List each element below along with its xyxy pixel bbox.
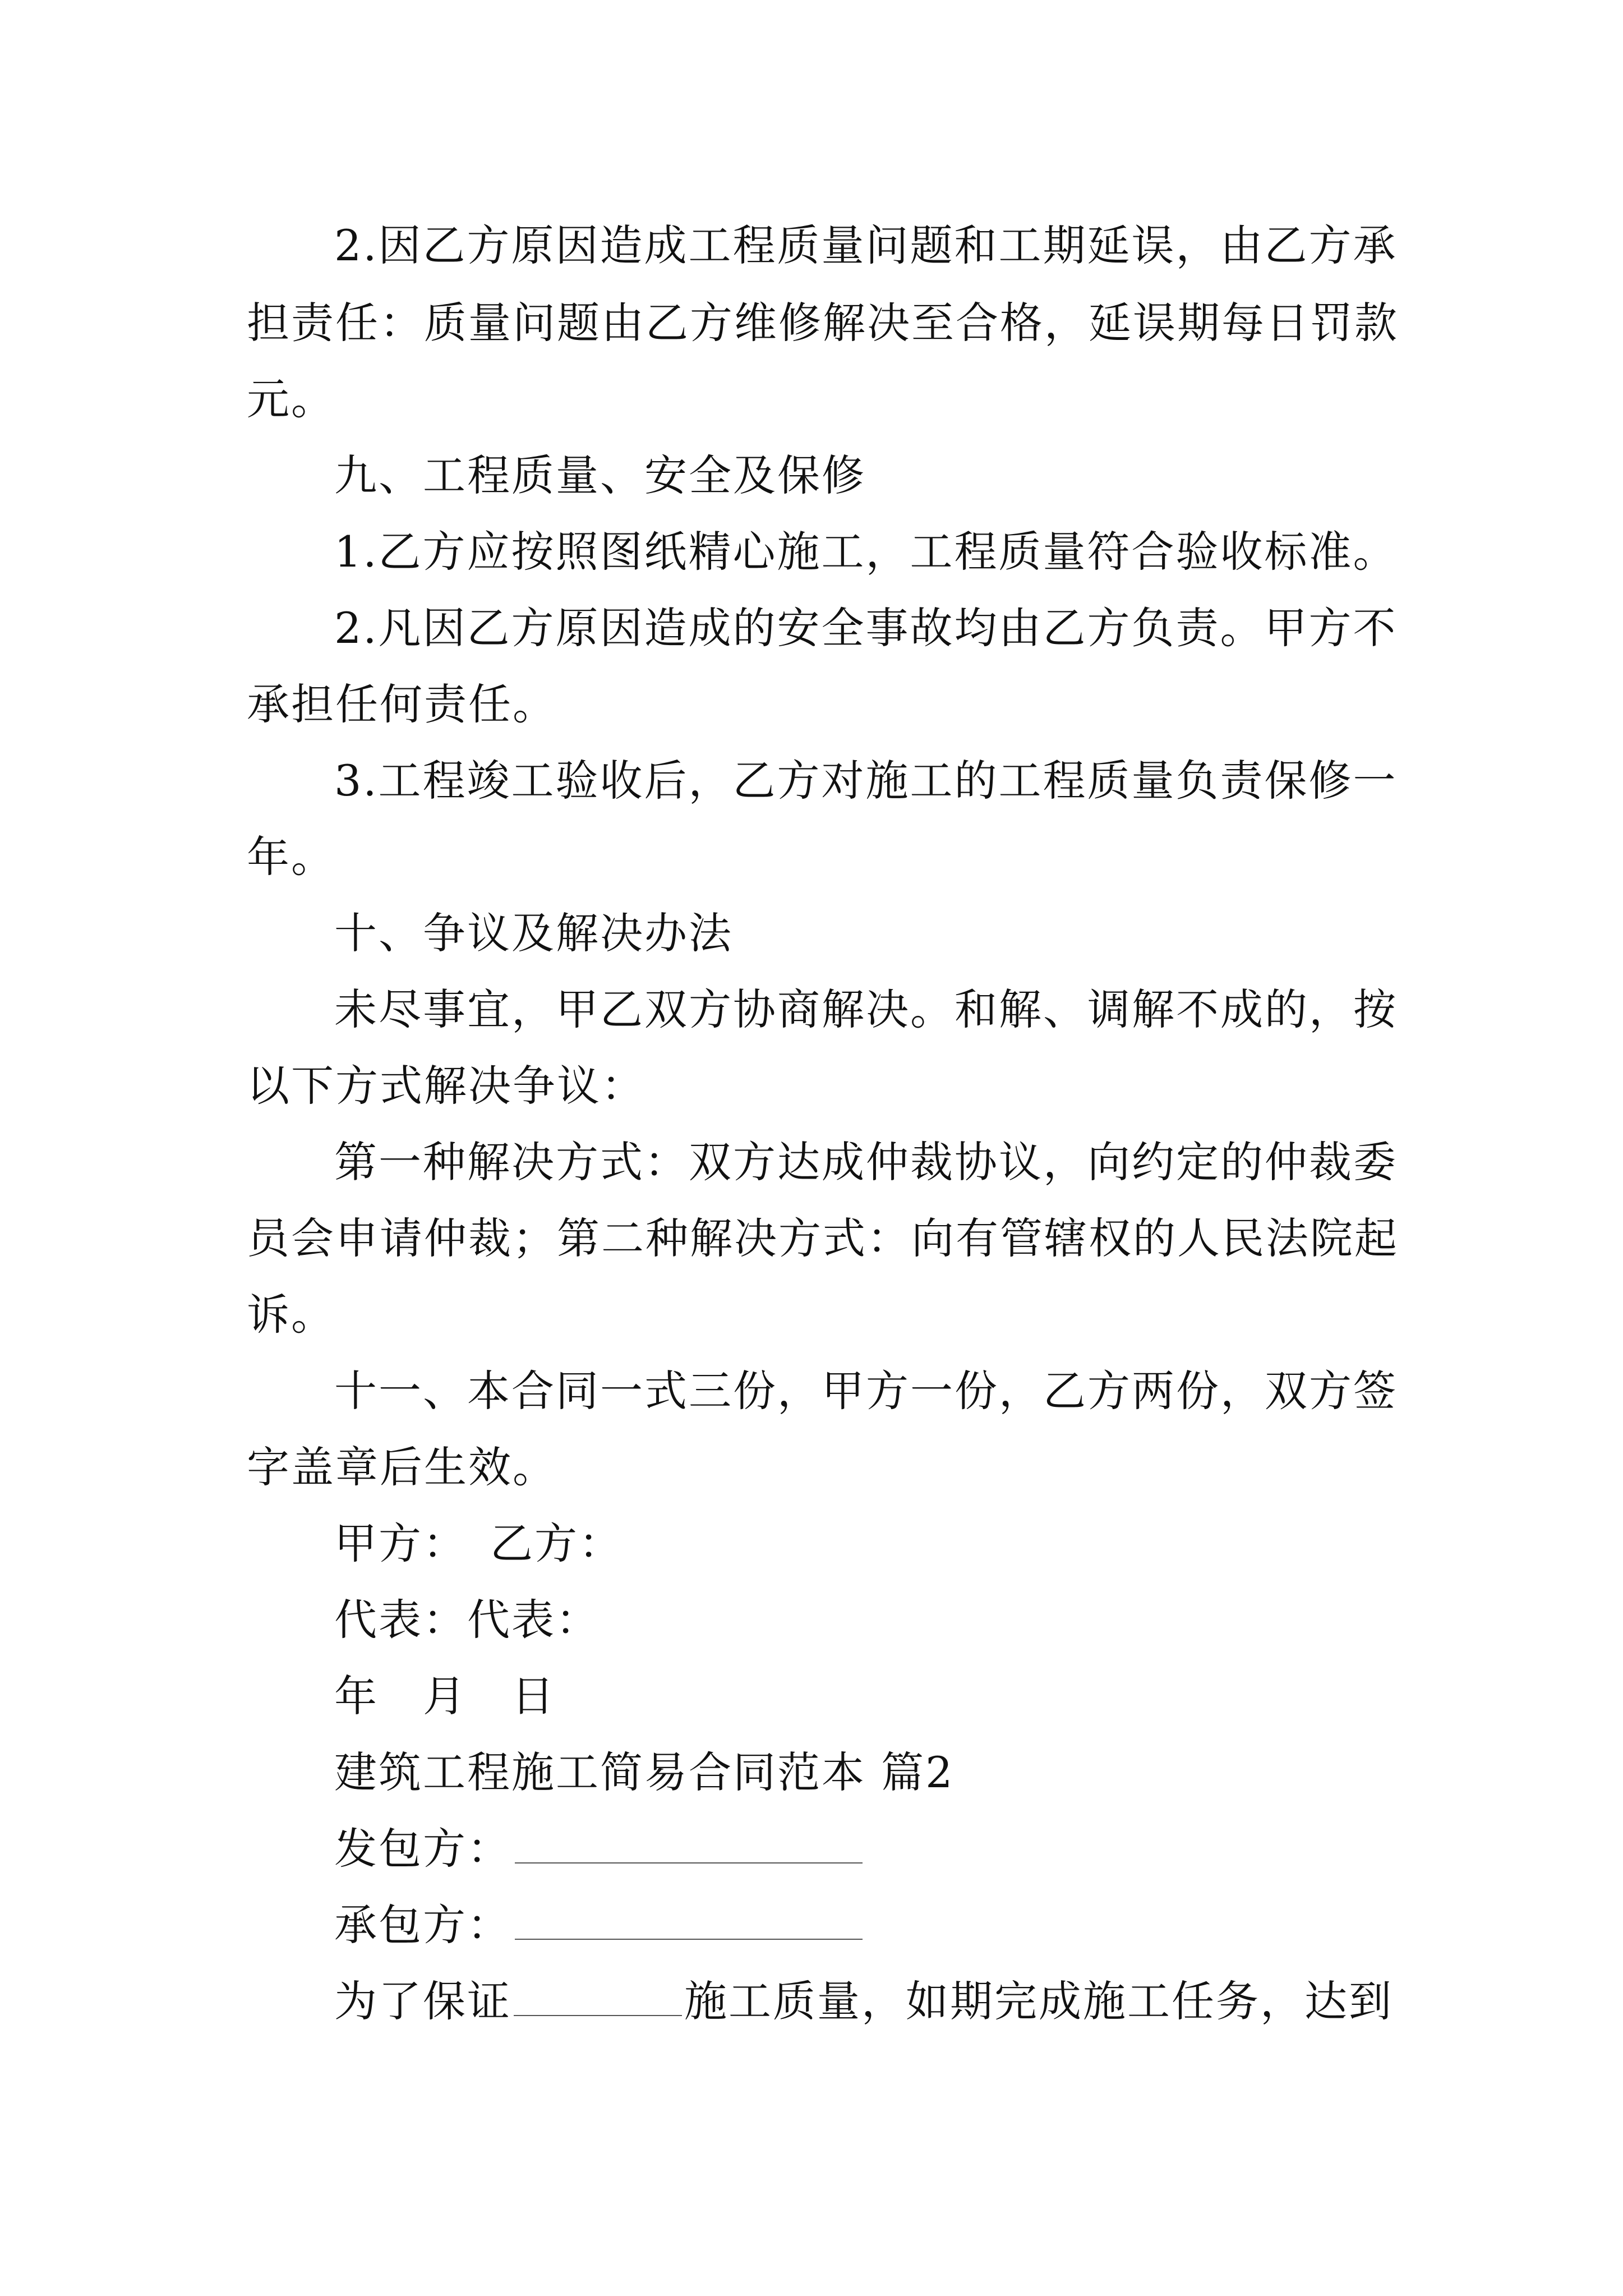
paragraph-line: 未尽事宜，甲乙双方协商解决。和解、调解不成的，按 xyxy=(334,984,1398,1034)
paragraph-line: 十一、本合同一式三份，甲方一份，乙方两份，双方签 xyxy=(334,1366,1398,1416)
signature-date: 年 月 日 xyxy=(334,1671,556,1721)
employer-label: 发包方： xyxy=(334,1824,511,1874)
paragraph-line: 诉。 xyxy=(247,1290,335,1340)
paragraph-line: 承担任何责任。 xyxy=(247,679,557,729)
paragraph-line: 字盖章后生效。 xyxy=(247,1442,557,1492)
project-name-blank xyxy=(514,1981,682,2016)
employer-line xyxy=(334,1822,1484,1876)
paragraph-line: 担责任：质量问题由乙方维修解决至合格，延误期每日罚款 xyxy=(247,298,1399,348)
purpose-text-after: 施工质量，如期完成施工任务，达到 xyxy=(684,1976,1393,2026)
employer-blank xyxy=(515,1829,863,1864)
purpose-text-before: 为了保证 xyxy=(334,1976,511,2026)
paragraph-line: 第一种解决方式：双方达成仲裁协议，向约定的仲裁委 xyxy=(334,1137,1398,1187)
paragraph-line: 元。 xyxy=(247,374,335,424)
paragraph-line: 1.乙方应按照图纸精心施工，工程质量符合验收标准。 xyxy=(334,527,1398,577)
contract-title: 建筑工程施工简易合同范本 篇2 xyxy=(334,1747,955,1797)
paragraph-line: 以下方式解决争议： xyxy=(247,1061,645,1111)
paragraph-line: 年。 xyxy=(247,832,335,882)
paragraph-line: 3.工程竣工验收后，乙方对施工的工程质量负责保修一 xyxy=(334,756,1398,806)
paragraph-line: 2.因乙方原因造成工程质量问题和工期延误，由乙方承 xyxy=(334,220,1398,270)
signature-parties: 甲方： 乙方： xyxy=(334,1519,623,1568)
paragraph-line: 员会申请仲裁；第二种解决方式：向有管辖权的人民法院起 xyxy=(247,1213,1399,1263)
paragraph-line: 2.凡因乙方原因造成的安全事故均由乙方负责。甲方不 xyxy=(334,603,1398,653)
signature-representatives: 代表：代表： xyxy=(334,1595,600,1645)
section-heading: 九、工程质量、安全及保修 xyxy=(334,450,866,500)
purpose-line xyxy=(334,1975,1484,2028)
contractor-blank xyxy=(515,1905,863,1940)
section-heading: 十、争议及解决办法 xyxy=(334,908,733,958)
contractor-line xyxy=(334,1898,1484,1952)
contractor-label: 承包方： xyxy=(334,1900,511,1950)
